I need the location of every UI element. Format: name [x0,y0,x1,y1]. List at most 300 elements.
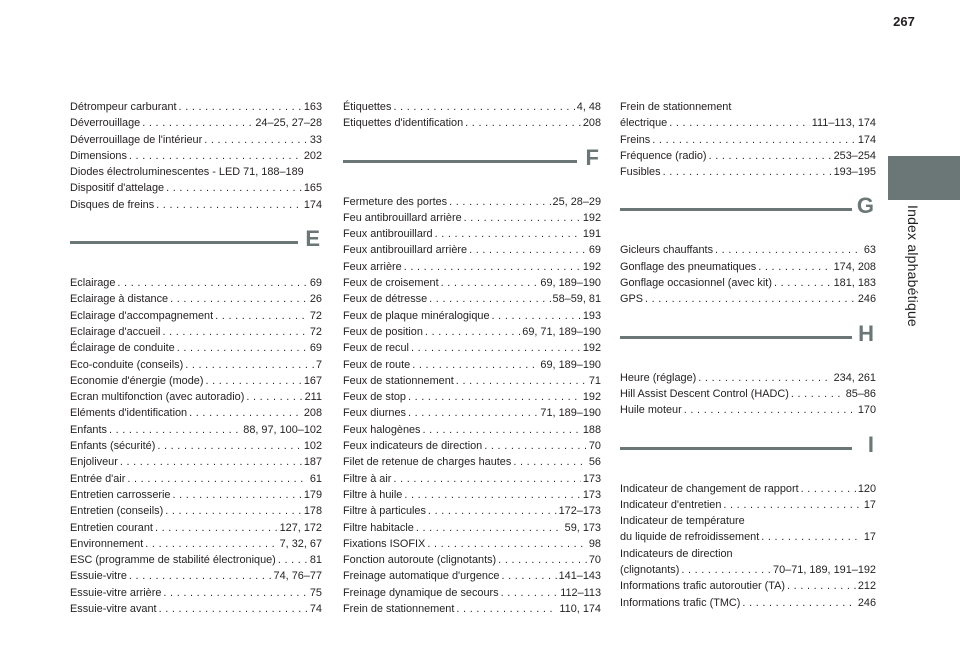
index-entry-pages: 208 [582,117,601,130]
index-entry [70,389,322,405]
dot-leader [513,454,587,470]
index-entry-pages: 81 [309,554,322,567]
index-entry [70,115,322,131]
index-entry-term: Feux indicateurs de direction [343,440,483,453]
dot-leader [204,132,308,148]
heading-letter: E [305,226,320,252]
index-entry-term: Eclairage d'accompagnement [70,309,214,322]
dot-leader [416,520,563,536]
dot-leader [404,259,581,275]
index-entry-term: Feux de stationnement [343,374,454,387]
index-entry-term: Enfants (sécurité) [70,440,156,453]
dot-leader [142,115,253,131]
dot-leader [411,340,581,356]
index-entry-term: Feux antibrouillard arrière [343,244,468,257]
index-entry [343,487,601,503]
index-entry [620,259,876,275]
index-entry-term: Déverrouillage de l'intérieur [70,133,203,146]
index-entry-term: Entretien courant [70,521,153,534]
index-entry [70,291,322,307]
dot-leader [278,552,308,568]
dot-leader [663,164,832,180]
index-entry-term: Heure (réglage) [620,371,697,384]
dot-leader [408,405,538,421]
dot-leader [129,568,272,584]
index-entry-pages: 69, 71, 189–190 [522,325,601,338]
index-entry-term: Informations trafic autoroutier (TA) [620,580,786,593]
index-entry [70,487,322,503]
index-entry-pages: 24–25, 27–28 [255,117,322,130]
index-entry [70,405,322,421]
index-entry-term: Feux arrière [343,260,402,273]
dot-leader [801,481,856,497]
index-entry-pages: 246 [857,596,876,609]
index-entry-term: Feux de route [343,358,411,371]
dot-leader [464,210,581,226]
index-entry [343,99,601,115]
index-entry-term: Hill Assist Descent Control (HADC) [620,387,789,400]
index-entry-pages: 70 [588,554,601,567]
index-entry-term: Eclairage à distance [70,293,169,306]
index-entry-term: Éclairage de conduite [70,342,175,355]
index-entry [620,291,876,307]
dot-leader [441,275,539,291]
index-entry-pages: 69 [588,244,601,257]
index-entry-term: Fusibles [620,166,661,179]
index-entry-term: Filtre à huile [343,488,403,501]
index-entry [70,197,322,213]
dot-leader [758,259,831,275]
index-entry-pages: 102 [303,440,322,453]
index-entry-term: Feux de position [343,325,423,338]
dot-leader [456,373,587,389]
index-entry [70,99,322,115]
dot-leader [393,471,580,487]
index-entry [620,529,876,545]
dot-leader [791,386,844,402]
index-entry-line: Indicateurs de direction [620,547,733,560]
dot-leader [427,536,587,552]
index-entry-term: Essuie-vitre arrière [70,586,162,599]
dot-leader [425,324,520,340]
heading-rule [343,160,577,163]
index-entry [620,562,876,578]
dot-leader [205,373,301,389]
index-entry [343,471,601,487]
index-entry-pages: 98 [588,537,601,550]
dot-leader [723,497,862,513]
index-entry-term: électrique [620,117,668,130]
index-entry [343,357,601,373]
index-entry-term: Entretien (conseils) [70,505,164,518]
index-entry-term: Gonflage des pneumatiques [620,260,757,273]
page-number: 267 [893,14,915,29]
index-entry [620,402,876,418]
index-entry [70,552,322,568]
index-entry-pages: 187 [303,456,322,469]
index-entry-pages: 61 [309,472,322,485]
index-entry [343,373,601,389]
index-entry-pages: 69 [309,342,322,355]
heading-rule [620,208,852,211]
index-entry-term: GPS [620,293,643,306]
index-entry-pages: 163 [303,101,322,113]
index-entry-term: Entrée d'air [70,472,126,485]
index-entry-pages: 234, 261 [833,371,876,384]
index-entry-term: Enjoliveur [70,456,118,469]
index-entry [343,194,601,210]
index-entry-pages: 179 [303,488,322,501]
dot-leader [698,370,831,386]
index-entry-pages: 58–59, 81 [552,293,601,306]
index-entry-term: Freins [620,133,651,146]
index-entry-pages: 33 [309,133,322,146]
dot-leader [428,503,557,519]
heading-letter: H [858,320,874,346]
index-entry [343,389,601,405]
index-entry-pages: 192 [582,342,601,355]
index-entry [70,585,322,601]
index-entry-pages: 167 [303,374,322,387]
dot-leader [166,180,302,196]
index-entry-pages: 71, 189–190 [540,407,601,420]
index-entry [70,132,322,148]
index-entry-term: Essuie-vitre avant [70,603,157,616]
index-entry-term: du liquide de refroidissement [620,531,760,544]
dot-leader [742,595,855,611]
index-entry-pages: 192 [582,260,601,273]
index-entry-pages: 246 [857,293,876,306]
index-entry-term: Enfants [70,423,107,436]
index-entry-pages: 181, 183 [833,277,876,290]
index-entry-pages: 174, 208 [833,260,876,273]
index-entry-term: Fréquence (radio) [620,149,707,162]
index-entry [70,422,322,438]
index-entry-pages: 172–173 [558,505,601,518]
dot-leader [501,585,559,601]
letter-heading [620,314,876,370]
index-entry-term: (clignotants) [620,564,680,577]
index-entry-term: Environnement [70,537,144,550]
index-entry-term: Freinage dynamique de secours [343,586,499,599]
index-entry [343,585,601,601]
dot-leader [157,438,301,454]
dot-leader [501,568,556,584]
index-entry-term: Étiquettes [343,101,392,113]
dot-leader [120,454,302,470]
index-entry-line: Diodes électroluminescentes - LED 71, 188–189 [70,166,304,179]
index-entry-pages: 174 [857,133,876,146]
dot-leader [393,99,574,115]
index-entry [343,291,601,307]
index-entry [620,115,876,131]
index-entry [620,595,876,611]
index-entry-pages: 56 [588,456,601,469]
index-entry [70,601,322,617]
dot-leader [652,132,856,148]
index-entry-pages: 191 [582,228,601,241]
dot-leader [170,291,308,307]
dot-leader [215,308,308,324]
index-entry [70,357,322,373]
index-entry-term: Fixations ISOFIX [343,537,426,550]
index-entry [343,210,601,226]
index-entry-pages: 178 [303,505,322,518]
index-entry-term: Eléments d'identification [70,407,188,420]
index-entry-pages: 208 [303,407,322,420]
index-entry-term: Ecran multifonction (avec autoradio) [70,391,245,404]
index-entry-term: Détrompeur carburant [70,101,177,113]
dot-leader [117,275,307,291]
index-entry-pages: 7 [315,358,322,371]
index-entry-term: Fonction autoroute (clignotants) [343,554,497,567]
index-entry [620,164,876,180]
index-entry [343,552,601,568]
dot-leader [155,520,278,536]
index-entry-pages: 25, 28–29 [552,195,601,208]
dot-leader [163,585,307,601]
index-entry-pages: 212 [857,580,876,593]
index-entry [70,148,322,164]
index-entry-pages: 59, 173 [564,521,601,534]
dot-leader [159,601,308,617]
index-entry-pages: 70–71, 189, 191–192 [773,564,876,577]
index-entry-term: Huile moteur [620,404,682,417]
index-entry-term: Filtre à air [343,472,392,485]
index-entry-pages: 75 [309,586,322,599]
index-entry-pages: 202 [303,149,322,162]
dot-leader [669,115,810,131]
dot-leader [684,402,856,418]
index-entry [620,148,876,164]
dot-leader [761,529,862,545]
index-entry-pages: 188 [582,423,601,436]
index-entry [70,536,322,552]
index-entry [620,370,876,386]
index-entry-pages: 88, 97, 100–102 [243,423,322,436]
dot-leader [127,471,308,487]
index-entry [70,503,322,519]
dot-leader [469,242,587,258]
index-entry [343,438,601,454]
section-tab [888,156,960,200]
heading-rule [620,336,852,339]
index-entry-pages: 69, 189–190 [540,277,601,290]
dot-leader [449,194,550,210]
index-entry-term: Feux halogènes [343,423,421,436]
index-entry-pages: 17 [863,498,876,511]
index-entry-term: Entretien carrosserie [70,488,171,501]
dot-leader [185,357,314,373]
letter-heading [620,186,876,242]
dot-leader [435,226,581,242]
index-entry [70,373,322,389]
index-entry-pages: 127, 172 [279,521,322,534]
index-entry [620,132,876,148]
index-entry [620,386,876,402]
index-entry-pages: 110, 174 [559,603,601,616]
index-entry-pages: 193 [582,309,601,322]
index-entry [70,340,322,356]
index-entry [70,308,322,324]
dot-leader [774,275,832,291]
index-entry-pages: 111–113, 174 [811,117,876,130]
dot-leader [429,291,550,307]
index-entry-pages: 72 [309,325,322,338]
index-entry-term: Filet de retenue de charges hautes [343,456,512,469]
dot-leader [129,148,302,164]
letter-heading [70,219,322,275]
index-entry-pages: 69 [309,277,322,290]
dot-leader [145,536,277,552]
index-column-1 [70,99,322,617]
dot-leader [715,242,862,258]
index-entry-pages: 63 [863,244,876,257]
index-entry [620,242,876,258]
index-entry-pages: 26 [309,293,322,306]
index-entry-pages: 193–195 [833,166,876,179]
dot-leader [412,357,538,373]
index-entry-term: Feu antibrouillard arrière [343,211,462,224]
index-entry-term: ESC (programme de stabilité électronique) [70,554,276,567]
index-entry-pages: 211 [304,391,322,404]
index-entry [70,568,322,584]
dot-leader [423,422,581,438]
index-entry [343,324,601,340]
index-entry-pages: 173 [582,488,601,501]
index-entry [70,438,322,454]
index-entry [620,497,876,513]
index-entry-term: Dispositif d'attelage [70,182,165,195]
index-entry-term: Eco-conduite (conseils) [70,358,184,371]
index-entry [620,275,876,291]
index-entry-term: Feux de plaque minéralogique [343,309,490,322]
index-entry-pages: 174 [303,198,322,211]
dot-leader [787,578,856,594]
letter-heading [343,138,601,194]
index-entry-term: Eclairage [70,277,116,290]
index-entry [343,308,601,324]
index-entry-term: Freinage automatique d'urgence [343,570,500,583]
index-entry-pages: 120 [857,482,876,495]
index-entry-term: Frein de stationnement [343,603,455,616]
index-entry [343,454,601,470]
index-entry-pages: 192 [582,211,601,224]
index-entry [343,422,601,438]
index-entry-term: Feux antibrouillard [343,228,433,241]
index-entry-term: Gicleurs chauffants [620,244,714,257]
dot-leader [179,99,302,115]
index-entry-term: Informations trafic (TMC) [620,596,741,609]
index-entry [343,520,601,536]
dot-leader [408,389,581,405]
index-entry-term: Filtre habitacle [343,521,414,534]
dot-leader [246,389,302,405]
index-entry-term: Indicateur de changement de rapport [620,482,799,495]
heading-rule [620,447,852,450]
index-entry-term: Dimensions [70,149,127,162]
index-entry-pages: 253–254 [833,149,876,162]
index-column-3 [620,99,876,611]
heading-letter: G [856,193,874,219]
index-entry-term: Etiquettes d'identification [343,117,464,130]
index-entry-term: Fermeture des portes [343,195,448,208]
index-entry-term: Feux de stop [343,391,406,404]
index-entry [343,242,601,258]
dot-leader [484,438,587,454]
index-entry-pages: 71 [588,374,601,387]
dot-leader [404,487,581,503]
index-entry [70,324,322,340]
index-entry [343,115,601,131]
index-entry-term: Economie d'énergie (mode) [70,374,204,387]
dot-leader [156,197,302,213]
index-column-2 [343,99,601,617]
index-entry [70,454,322,470]
index-entry-term: Indicateur d'entretien [620,498,722,511]
index-entry-pages: 72 [309,309,322,322]
index-entry-pages: 4, 48 [576,101,601,113]
index-entry-term: Eclairage d'accueil [70,325,161,338]
index-entry-pages: 165 [303,182,322,195]
heading-rule [70,241,298,244]
letter-heading [620,425,876,481]
dot-leader [645,291,856,307]
index-entry-term: Essuie-vitre [70,570,127,583]
index-entry [343,405,601,421]
index-entry-pages: 141–143 [558,570,601,583]
index-entry-pages: 17 [863,531,876,544]
dot-leader [681,562,771,578]
index-entry [620,578,876,594]
index-entry-term: Feux de croisement [343,277,439,290]
index-entry-term: Gonflage occasionnel (avec kit) [620,277,772,290]
index-entry [343,536,601,552]
dot-leader [172,487,301,503]
index-entry-pages: 74 [309,603,322,616]
index-entry [343,568,601,584]
index-entry-line: Indicateur de température [620,515,745,528]
index-entry [343,340,601,356]
section-side-label: Index alphabétique [905,205,921,327]
index-entry-pages: 7, 32, 67 [279,537,322,550]
dot-leader [165,503,302,519]
index-entry-line: Frein de stationnement [620,101,732,113]
index-entry-pages: 192 [582,391,601,404]
dot-leader [162,324,307,340]
index-entry [70,520,322,536]
index-entry-term: Filtre à particules [343,505,426,518]
index-entry-pages: 69, 189–190 [540,358,601,371]
dot-leader [465,115,581,131]
index-entry-term: Déverrouillage [70,117,141,130]
index-entry [70,180,322,196]
index-entry [343,226,601,242]
dot-leader [709,148,832,164]
index-entry [343,503,601,519]
index-entry-pages: 173 [582,472,601,485]
heading-letter: I [867,431,874,457]
index-entry [70,471,322,487]
dot-leader [492,308,581,324]
index-entry-pages: 70 [588,440,601,453]
index-entry-pages: 112–113 [560,586,601,599]
index-entry [343,275,601,291]
dot-leader [177,340,308,356]
dot-leader [456,601,557,617]
heading-letter: F [585,144,599,170]
index-entry-pages: 74, 76–77 [273,570,322,583]
